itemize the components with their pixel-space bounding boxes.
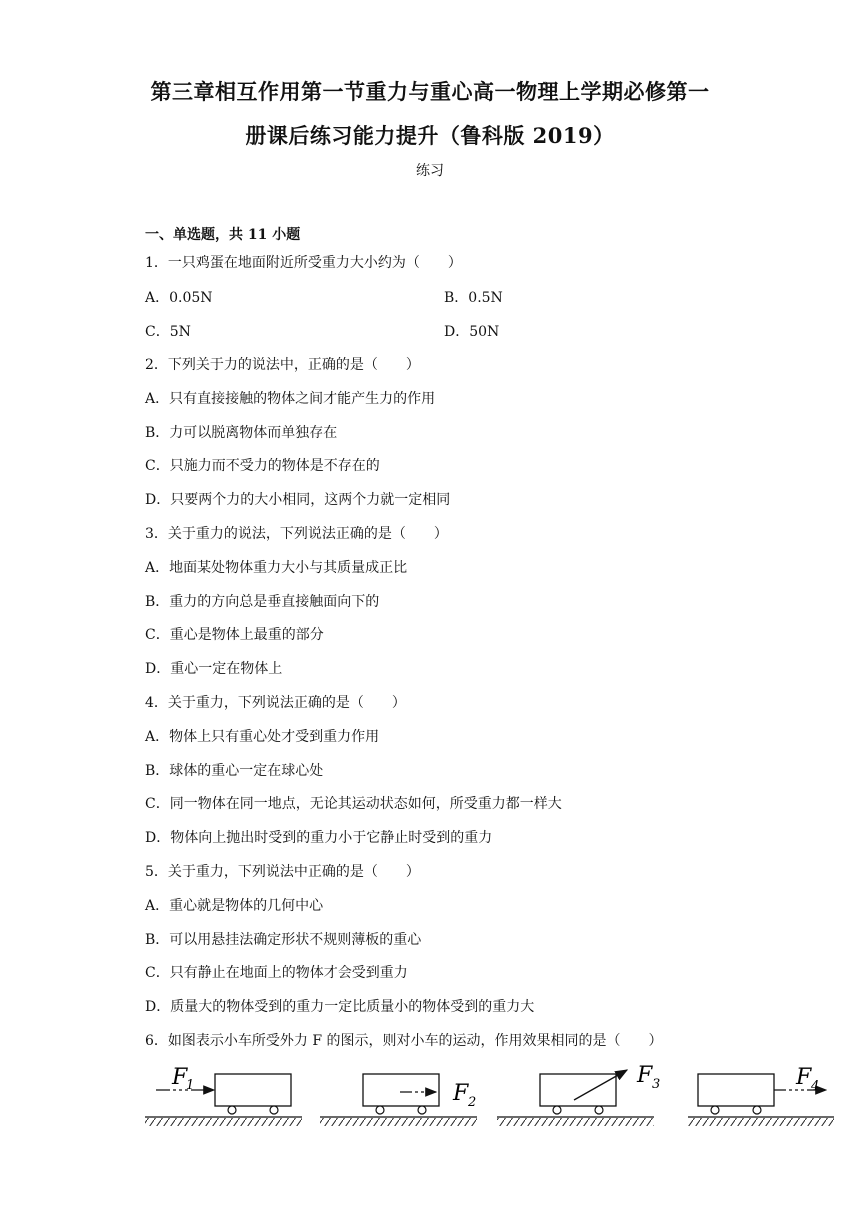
f3-label: F: [637, 1063, 653, 1088]
cart-4: [688, 1065, 834, 1126]
f2-subscript: 2: [468, 1095, 477, 1110]
question-3-option-d: D．重心一定在物体上: [145, 661, 283, 677]
question-5-option-b: B．可以用悬挂法确定形状不规则薄板的重心: [145, 932, 422, 948]
cart-3: [497, 1063, 660, 1126]
question-4-option-b: B．球体的重心一定在球心处: [145, 763, 324, 779]
question-1-option-a: A．0.05N: [145, 290, 213, 306]
question-1-option-c: C．5N: [145, 324, 191, 340]
f3-subscript: 3: [652, 1077, 661, 1092]
question-2-option-a: A．只有直接接触的物体之间才能产生力的作用: [145, 391, 436, 407]
question-4-option-a: A．物体上只有重心处才受到重力作用: [145, 729, 380, 745]
section-heading: 一、单选题，共 11 小题: [145, 227, 301, 243]
question-2-stem: 2．下列关于力的说法中，正确的是（ ）: [145, 357, 420, 373]
question-5-option-d: D．质量大的物体受到的重力一定比质量小的物体受到的重力大: [145, 999, 535, 1015]
question-6-stem: 6．如图表示小车所受外力 F 的图示，则对小车的运动，作用效果相同的是（ ）: [145, 1033, 663, 1049]
question-1-stem: 1．一只鸡蛋在地面附近所受重力大小约为（ ）: [145, 255, 462, 271]
question-3-option-a: A．地面某处物体重力大小与其质量成正比: [145, 560, 408, 576]
cart-1: [145, 1065, 302, 1126]
f2-label: F: [453, 1081, 469, 1106]
question-2-option-b: B．力可以脱离物体而单独存在: [145, 425, 338, 441]
question-5-option-a: A．重心就是物体的几何中心: [145, 898, 324, 914]
force-diagram: [140, 1060, 680, 1140]
question-3-option-c: C．重心是物体上最重的部分: [145, 627, 324, 643]
question-4-option-c: C．同一物体在同一地点，无论其运动状态如何，所受重力都一样大: [145, 796, 562, 812]
question-4-option-d: D．物体向上抛出时受到的重力小于它静止时受到的重力: [145, 830, 493, 846]
question-3-stem: 3．关于重力的说法，下列说法正确的是（ ）: [145, 526, 448, 542]
f1-subscript: 1: [186, 1078, 195, 1093]
question-1-option-d: D．50N: [444, 324, 500, 340]
f4-subscript: 4: [811, 1079, 820, 1094]
question-5-stem: 5．关于重力，下列说法中正确的是（ ）: [145, 864, 420, 880]
document-title-line-2: 册课后练习能力提升（鲁科版 2019）: [245, 123, 615, 148]
cart-2: [320, 1074, 477, 1126]
question-1-option-b: B．0.5N: [444, 290, 503, 306]
document-title-line-1: 第三章相互作用第一节重力与重心高一物理上学期必修第一: [150, 79, 710, 104]
question-5-option-c: C．只有静止在地面上的物体才会受到重力: [145, 965, 408, 981]
f1-label: F: [172, 1065, 188, 1090]
question-2-option-c: C．只施力而不受力的物体是不存在的: [145, 458, 380, 474]
f4-label: F: [796, 1065, 812, 1090]
document-subtitle: 练习: [416, 163, 444, 179]
question-3-option-b: B．重力的方向总是垂直接触面向下的: [145, 594, 380, 610]
force-diagram-cart-4: [686, 1060, 836, 1140]
question-4-stem: 4．关于重力，下列说法正确的是（ ）: [145, 695, 406, 711]
question-2-option-d: D．只要两个力的大小相同，这两个力就一定相同: [145, 492, 451, 508]
